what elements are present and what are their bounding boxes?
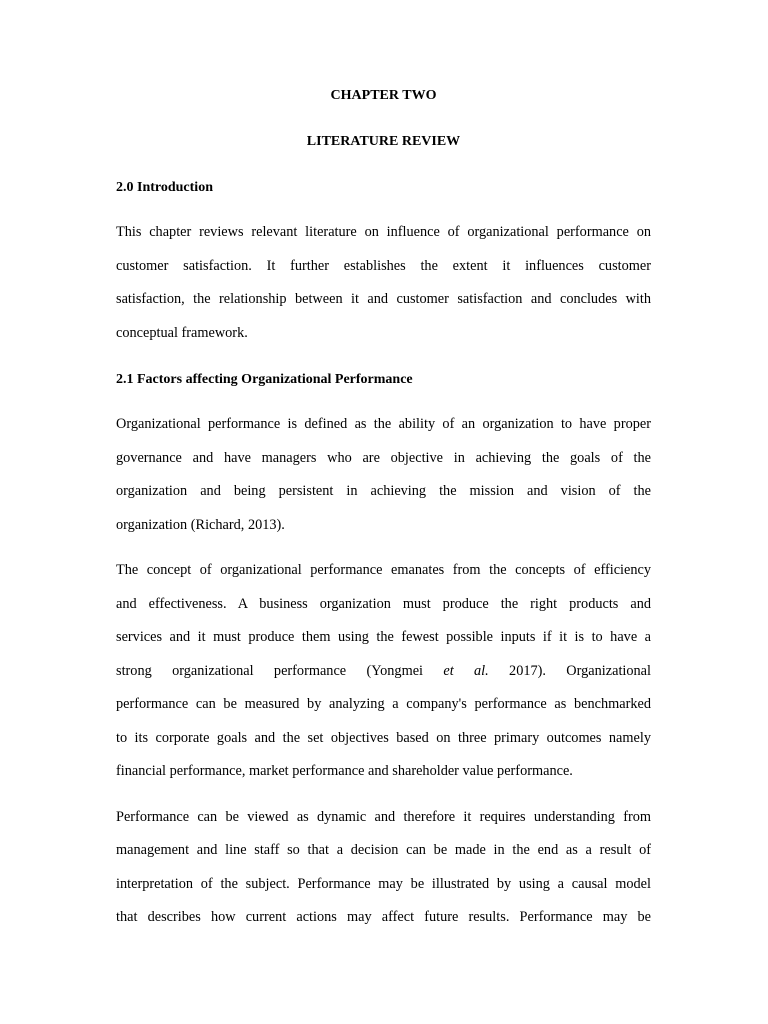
- text-line: to its corporate goals and the set objectives based on three primary outcomes namely: [116, 729, 651, 746]
- chapter-title: LITERATURE REVIEW: [306, 134, 461, 149]
- paragraph-performance: [116, 801, 651, 935]
- section-heading-introduction: 2.0 Introduction: [116, 180, 213, 195]
- text-line: Performance can be viewed as dynamic and therefore it requires understanding from: [116, 808, 651, 825]
- citation-year-text: 2017). Organizational: [509, 662, 651, 679]
- text-line-with-citation: [116, 655, 651, 689]
- text-line: financial performance, market performance and shareholder value performance.: [116, 763, 573, 779]
- paragraph-definition: [116, 408, 651, 542]
- text-line: that describes how current actions may affect future results. Performance may be: [116, 909, 651, 925]
- text-line: governance and have managers who are objective in achieving the goals of the: [116, 449, 651, 466]
- text-line: services and it must produce them using the fewest possible inputs if it is to have a: [116, 629, 651, 645]
- text-line: management and line staff so that a decision can be made in the end as a result of: [116, 842, 651, 858]
- paragraph-introduction: [116, 216, 651, 350]
- text-line: Organizational performance is defined as the ability of an organization to have proper: [116, 416, 651, 432]
- citation-et-al: et al.: [443, 662, 489, 679]
- text-line: and effectiveness. A business organization must produce the right products and: [116, 595, 651, 612]
- text-line: performance can be measured by analyzing a company's performance as benchmarked: [116, 696, 651, 712]
- text-line: interpretation of the subject. Performance may be illustrated by using a causal model: [116, 875, 651, 892]
- text-line: conceptual framework.: [116, 324, 248, 341]
- text-line: satisfaction, the relationship between it and customer satisfaction and concludes with: [116, 291, 651, 307]
- text-line: organization (Richard, 2013).: [116, 516, 285, 533]
- section-heading-factors: 2.1 Factors affecting Organizational Performance: [116, 372, 413, 387]
- chapter-number: CHAPTER TWO: [330, 88, 437, 103]
- citation-text: strong organizational performance (Yongmei: [116, 662, 424, 679]
- text-line: organization and being persistent in achieving the mission and vision of the: [116, 483, 651, 499]
- paragraph-concept: [116, 554, 651, 789]
- text-line: The concept of organizational performance emanates from the concepts of efficiency: [116, 562, 651, 578]
- text-line: customer satisfaction. It further establishes the extent it influences customer: [116, 257, 651, 274]
- document-page: [116, 84, 651, 953]
- text-line: This chapter reviews relevant literature on influence of organizational performance on: [116, 224, 651, 240]
